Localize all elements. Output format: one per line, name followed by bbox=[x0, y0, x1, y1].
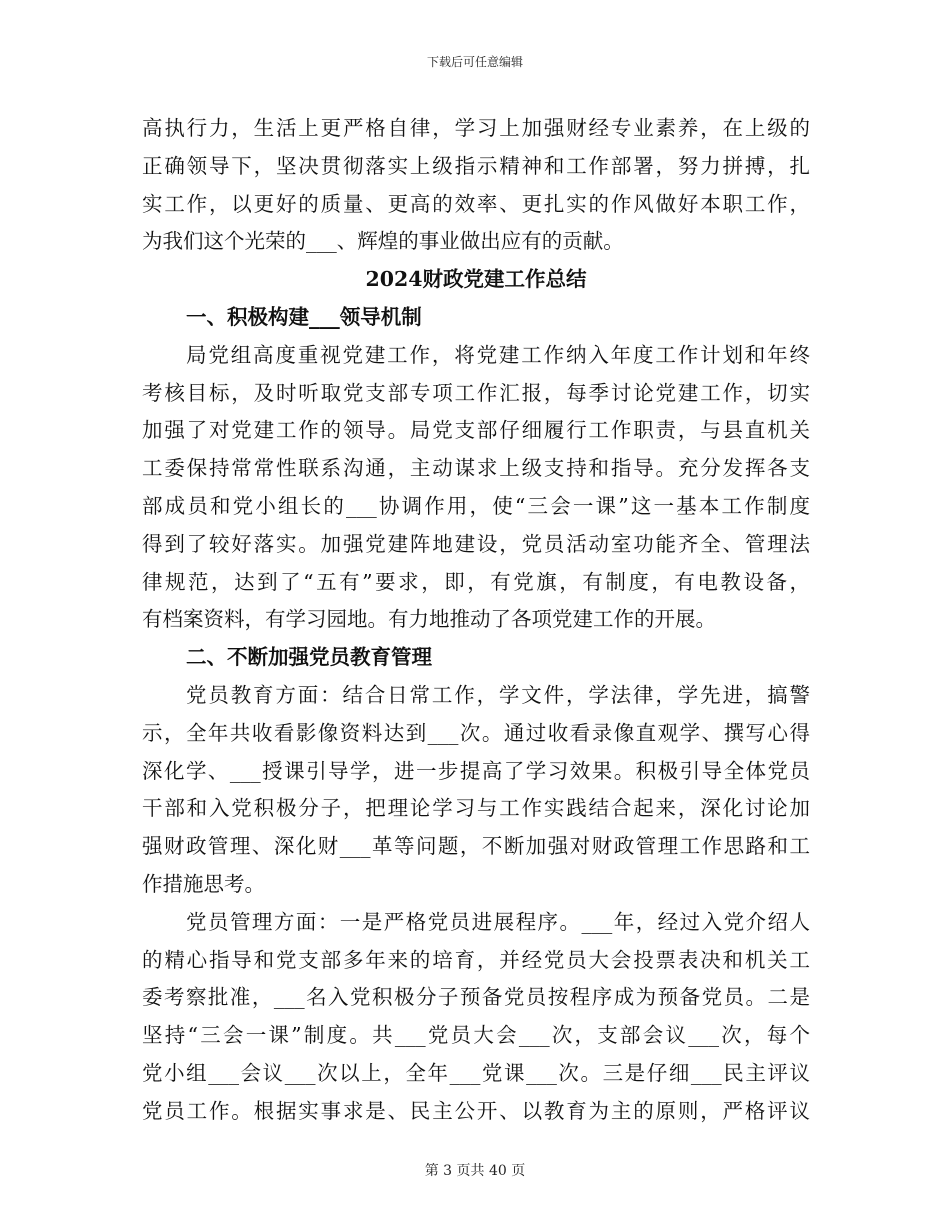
section-title: 2024财政党建工作总结 bbox=[365, 267, 587, 292]
paragraph-line: 强财政管理、深化财___革等问题，不断加强对财政管理工作思路和工 bbox=[142, 834, 810, 859]
paragraph-line: 加强了对党建工作的领导。局党支部仔细履行工作职责，与县直机关 bbox=[142, 418, 810, 443]
paragraph-line: 深化学、___授课引导学，进一步提高了学习效果。积极引导全体党员 bbox=[142, 758, 810, 783]
paragraph-line: 部成员和党小组长的___协调作用，使“三会一课”这一基本工作制度 bbox=[142, 493, 810, 518]
paragraph-line: 党员管理方面：一是严格党员进展程序。___年，经过入党介绍人 bbox=[186, 909, 810, 934]
page-footer: 第 3 页共 40 页 bbox=[424, 1163, 526, 1179]
paragraph-line: 党员工作。根据实事求是、民主公开、以教育为主的原则，严格评议 bbox=[142, 1098, 810, 1123]
paragraph-line: 得到了较好落实。加强党建阵地建设，党员活动室功能齐全、管理法 bbox=[142, 531, 810, 556]
paragraph-line: 工委保持常常性联系沟通，主动谋求上级支持和指导。充分发挥各支 bbox=[142, 456, 810, 481]
paragraph-line: 示，全年共收看影像资料达到___次。通过收看录像直观学、撰写心得 bbox=[142, 720, 810, 745]
paragraph-line: 委考察批准，___名入党积极分子预备党员按程序成为预备党员。二是 bbox=[142, 985, 810, 1010]
paragraph-line: 党小组___会议___次以上，全年___党课___次。三是仔细___民主评议 bbox=[142, 1060, 810, 1085]
page-header: 下载后可任意编辑 bbox=[426, 55, 523, 69]
paragraph-line: 有档案资料，有学习园地。有力地推动了各项党建工作的开展。 bbox=[142, 607, 716, 632]
section-heading: 二、不断加强党员教育管理 bbox=[186, 645, 432, 670]
section-heading: 一、积极构建___领导机制 bbox=[186, 304, 422, 329]
paragraph-line: 高执行力，生活上更严格自律，学习上加强财经专业素养，在上级的 bbox=[142, 116, 810, 140]
paragraph-line: 实工作，以更好的质量、更高的效率、更扎实的作风做好本职工作， bbox=[142, 191, 810, 216]
document-body bbox=[142, 110, 810, 1131]
paragraph-line: 的精心指导和党支部多年来的培育，并经党员大会投票表决和机关工 bbox=[142, 947, 810, 972]
paragraph-line: 考核目标，及时听取党支部专项工作汇报，每季讨论党建工作，切实 bbox=[142, 380, 810, 405]
paragraph-line: 党员教育方面：结合日常工作，学文件，学法律，学先进，搞警 bbox=[186, 682, 810, 707]
paragraph-line: 律规范，达到了“五有”要求，即，有党旗，有制度，有电教设备， bbox=[142, 569, 810, 594]
paragraph-line: 局党组高度重视党建工作，将党建工作纳入年度工作计划和年终 bbox=[186, 342, 810, 367]
paragraph-line: 坚持“三会一课”制度。共___党员大会___次，支部会议___次，每个 bbox=[142, 1023, 810, 1048]
paragraph-line: 作措施思考。 bbox=[142, 871, 265, 896]
paragraph-line: 为我们这个光荣的___、辉煌的事业做出应有的贡献。 bbox=[142, 229, 624, 254]
paragraph-line: 正确领导下，坚决贯彻落实上级指示精神和工作部署，努力拼搏，扎 bbox=[142, 153, 810, 178]
paragraph-line: 干部和入党积极分子，把理论学习与工作实践结合起来，深化讨论加 bbox=[142, 796, 810, 821]
